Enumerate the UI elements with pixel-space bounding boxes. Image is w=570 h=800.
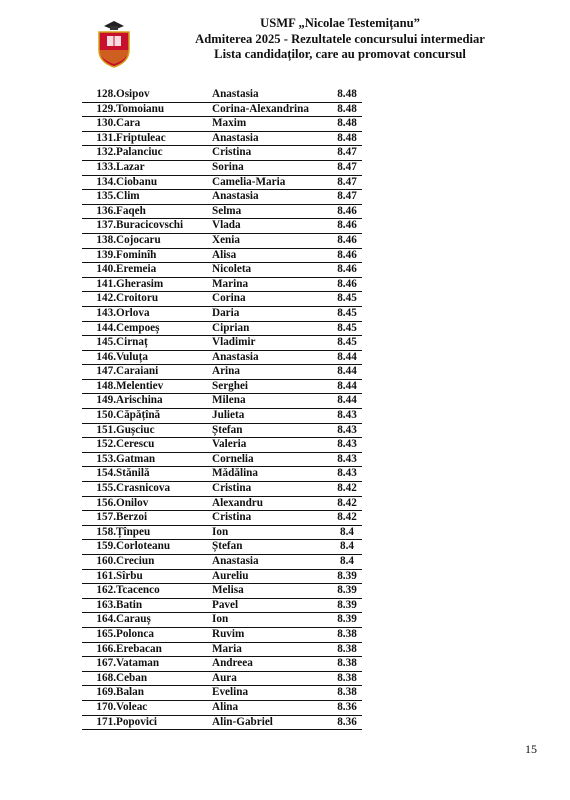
last-name-cell: Gușciuc [116,423,212,438]
first-name-cell: Arina [212,365,332,380]
first-name-cell: Daria [212,306,332,321]
table-row [82,394,362,409]
first-name-cell: Alin-Gabriel [212,715,332,730]
score-cell: 8.42 [332,496,362,511]
score-cell: 8.43 [332,467,362,482]
table-row [82,555,362,570]
last-name-cell: Cempoeș [116,321,212,336]
table-row [82,700,362,715]
score-cell: 8.39 [332,598,362,613]
first-name-cell: Selma [212,204,332,219]
last-name-cell: Berzoi [116,511,212,526]
table-row [82,686,362,701]
table-row [82,350,362,365]
rank-cell: 141. [82,277,116,292]
score-cell: 8.48 [332,102,362,117]
rank-cell: 132. [82,146,116,161]
score-cell: 8.36 [332,715,362,730]
last-name-cell: Gatman [116,452,212,467]
score-cell: 8.47 [332,190,362,205]
score-cell: 8.45 [332,292,362,307]
table-row [82,248,362,263]
rank-cell: 154. [82,467,116,482]
last-name-cell: Palanciuc [116,146,212,161]
rank-cell: 163. [82,598,116,613]
table-row [82,233,362,248]
rank-cell: 161. [82,569,116,584]
first-name-cell: Vladimir [212,336,332,351]
table-row [82,219,362,234]
first-name-cell: Ion [212,613,332,628]
rank-cell: 147. [82,365,116,380]
score-cell: 8.38 [332,642,362,657]
first-name-cell: Nicoleta [212,263,332,278]
last-name-cell: Vuluța [116,350,212,365]
score-cell: 8.47 [332,175,362,190]
score-cell: 8.46 [332,248,362,263]
score-cell: 8.46 [332,219,362,234]
first-name-cell: Ion [212,525,332,540]
table-row [82,117,362,132]
rank-cell: 162. [82,584,116,599]
last-name-cell: Cara [116,117,212,132]
score-cell: 8.4 [332,540,362,555]
first-name-cell: Anastasia [212,190,332,205]
first-name-cell: Ștefan [212,540,332,555]
first-name-cell: Anastasia [212,88,332,102]
table-row [82,190,362,205]
table-row [82,365,362,380]
last-name-cell: Țînpeu [116,525,212,540]
first-name-cell: Xenia [212,233,332,248]
last-name-cell: Orlova [116,306,212,321]
first-name-cell: Aureliu [212,569,332,584]
last-name-cell: Căpățînă [116,409,212,424]
score-cell: 8.46 [332,233,362,248]
first-name-cell: Corina [212,292,332,307]
table-row [82,146,362,161]
rank-cell: 150. [82,409,116,424]
rank-cell: 139. [82,248,116,263]
last-name-cell: Vataman [116,657,212,672]
table-row [82,321,362,336]
score-cell: 8.4 [332,555,362,570]
first-name-cell: Marina [212,277,332,292]
rank-cell: 169. [82,686,116,701]
last-name-cell: Cojocaru [116,233,212,248]
rank-cell: 159. [82,540,116,555]
rank-cell: 143. [82,306,116,321]
table-row [82,292,362,307]
first-name-cell: Andreea [212,657,332,672]
rank-cell: 130. [82,117,116,132]
first-name-cell: Cornelia [212,452,332,467]
table-row [82,540,362,555]
table-row [82,263,362,278]
last-name-cell: Croitoru [116,292,212,307]
first-name-cell: Vlada [212,219,332,234]
rank-cell: 153. [82,452,116,467]
score-cell: 8.39 [332,569,362,584]
table-row [82,175,362,190]
last-name-cell: Gherasim [116,277,212,292]
rank-cell: 171. [82,715,116,730]
score-cell: 8.48 [332,117,362,132]
header-admission-title: Admiterea 2025 - Rezultatele concursului intermediar [195,31,485,46]
last-name-cell: Sîrbu [116,569,212,584]
candidates-table [82,88,362,730]
score-cell: 8.43 [332,452,362,467]
rank-cell: 140. [82,263,116,278]
first-name-cell: Camelia-Maria [212,175,332,190]
score-cell: 8.45 [332,306,362,321]
last-name-cell: Stănilă [116,467,212,482]
rank-cell: 166. [82,642,116,657]
table-row [82,306,362,321]
last-name-cell: Arischina [116,394,212,409]
header-list-title: Lista candidaților, care au promovat concursul [214,47,466,61]
table-row [82,277,362,292]
rank-cell: 167. [82,657,116,672]
last-name-cell: Erebacan [116,642,212,657]
first-name-cell: Julieta [212,409,332,424]
last-name-cell: Buracicovschi [116,219,212,234]
first-name-cell: Ruvim [212,627,332,642]
rank-cell: 151. [82,423,116,438]
rank-cell: 137. [82,219,116,234]
first-name-cell: Cristina [212,482,332,497]
first-name-cell: Milena [212,394,332,409]
rank-cell: 146. [82,350,116,365]
score-cell: 8.38 [332,657,362,672]
rank-cell: 168. [82,671,116,686]
last-name-cell: Carauș [116,613,212,628]
last-name-cell: Faqeh [116,204,212,219]
first-name-cell: Cristina [212,146,332,161]
first-name-cell: Anastasia [212,555,332,570]
table-row [82,102,362,117]
score-cell: 8.42 [332,482,362,497]
score-cell: 8.47 [332,146,362,161]
rank-cell: 155. [82,482,116,497]
score-cell: 8.38 [332,627,362,642]
last-name-cell: Eremeia [116,263,212,278]
first-name-cell: Alexandru [212,496,332,511]
last-name-cell: Cerescu [116,438,212,453]
score-cell: 8.44 [332,365,362,380]
rank-cell: 128. [82,88,116,102]
last-name-cell: Cirnaț [116,336,212,351]
table-row [82,598,362,613]
table-row [82,496,362,511]
score-cell: 8.44 [332,394,362,409]
table-row [82,452,362,467]
table-row [82,88,362,102]
first-name-cell: Corina-Alexandrina [212,102,332,117]
last-name-cell: Clim [116,190,212,205]
document-header [130,16,550,63]
table-row [82,569,362,584]
first-name-cell: Aura [212,671,332,686]
last-name-cell: Voleac [116,700,212,715]
last-name-cell: Caraiani [116,365,212,380]
first-name-cell: Alina [212,700,332,715]
rank-cell: 165. [82,627,116,642]
table-row [82,438,362,453]
rank-cell: 144. [82,321,116,336]
score-cell: 8.45 [332,336,362,351]
table-row [82,160,362,175]
last-name-cell: Popovici [116,715,212,730]
last-name-cell: Ciobanu [116,175,212,190]
first-name-cell: Maxim [212,117,332,132]
rank-cell: 138. [82,233,116,248]
table-row [82,715,362,730]
table-row [82,671,362,686]
rank-cell: 164. [82,613,116,628]
score-cell: 8.46 [332,263,362,278]
table-row [82,379,362,394]
first-name-cell: Maria [212,642,332,657]
first-name-cell: Melisa [212,584,332,599]
score-cell: 8.45 [332,321,362,336]
score-cell: 8.48 [332,131,362,146]
score-cell: 8.38 [332,686,362,701]
first-name-cell: Anastasia [212,350,332,365]
rank-cell: 157. [82,511,116,526]
last-name-cell: Tomoianu [116,102,212,117]
rank-cell: 131. [82,131,116,146]
first-name-cell: Anastasia [212,131,332,146]
score-cell: 8.44 [332,379,362,394]
rank-cell: 129. [82,102,116,117]
first-name-cell: Evelina [212,686,332,701]
first-name-cell: Cristina [212,511,332,526]
rank-cell: 142. [82,292,116,307]
last-name-cell: Onilov [116,496,212,511]
last-name-cell: Balan [116,686,212,701]
score-cell: 8.38 [332,671,362,686]
rank-cell: 152. [82,438,116,453]
table-row [82,627,362,642]
table-row [82,642,362,657]
score-cell: 8.39 [332,584,362,599]
first-name-cell: Mădălina [212,467,332,482]
rank-cell: 135. [82,190,116,205]
header-institution: USMF „Nicolae Testemițanu” [260,16,420,30]
rank-cell: 136. [82,204,116,219]
table-row [82,204,362,219]
last-name-cell: Corloteanu [116,540,212,555]
score-cell: 8.44 [332,350,362,365]
last-name-cell: Melentiev [116,379,212,394]
table-row [82,131,362,146]
table-row [82,482,362,497]
table-row [82,409,362,424]
page-number: 15 [525,742,537,756]
table-row [82,584,362,599]
rank-cell: 145. [82,336,116,351]
score-cell: 8.39 [332,613,362,628]
rank-cell: 149. [82,394,116,409]
rank-cell: 156. [82,496,116,511]
rank-cell: 170. [82,700,116,715]
table-row [82,613,362,628]
last-name-cell: Ceban [116,671,212,686]
first-name-cell: Pavel [212,598,332,613]
rank-cell: 133. [82,160,116,175]
last-name-cell: Fominîh [116,248,212,263]
university-crest-logo [96,20,132,68]
score-cell: 8.43 [332,423,362,438]
rank-cell: 134. [82,175,116,190]
first-name-cell: Ștefan [212,423,332,438]
score-cell: 8.43 [332,409,362,424]
table-row [82,511,362,526]
table-row [82,525,362,540]
score-cell: 8.42 [332,511,362,526]
last-name-cell: Creciun [116,555,212,570]
score-cell: 8.43 [332,438,362,453]
first-name-cell: Sorina [212,160,332,175]
rank-cell: 158. [82,525,116,540]
last-name-cell: Friptuleac [116,131,212,146]
first-name-cell: Valeria [212,438,332,453]
last-name-cell: Batin [116,598,212,613]
table-row [82,336,362,351]
first-name-cell: Ciprian [212,321,332,336]
rank-cell: 148. [82,379,116,394]
last-name-cell: Tcacenco [116,584,212,599]
last-name-cell: Lazar [116,160,212,175]
rank-cell: 160. [82,555,116,570]
score-cell: 8.4 [332,525,362,540]
score-cell: 8.46 [332,204,362,219]
score-cell: 8.46 [332,277,362,292]
last-name-cell: Polonca [116,627,212,642]
table-row [82,657,362,672]
table-row [82,423,362,438]
score-cell: 8.48 [332,88,362,102]
table-row [82,467,362,482]
score-cell: 8.47 [332,160,362,175]
score-cell: 8.36 [332,700,362,715]
last-name-cell: Crasnicova [116,482,212,497]
first-name-cell: Serghei [212,379,332,394]
first-name-cell: Alisa [212,248,332,263]
last-name-cell: Osipov [116,88,212,102]
